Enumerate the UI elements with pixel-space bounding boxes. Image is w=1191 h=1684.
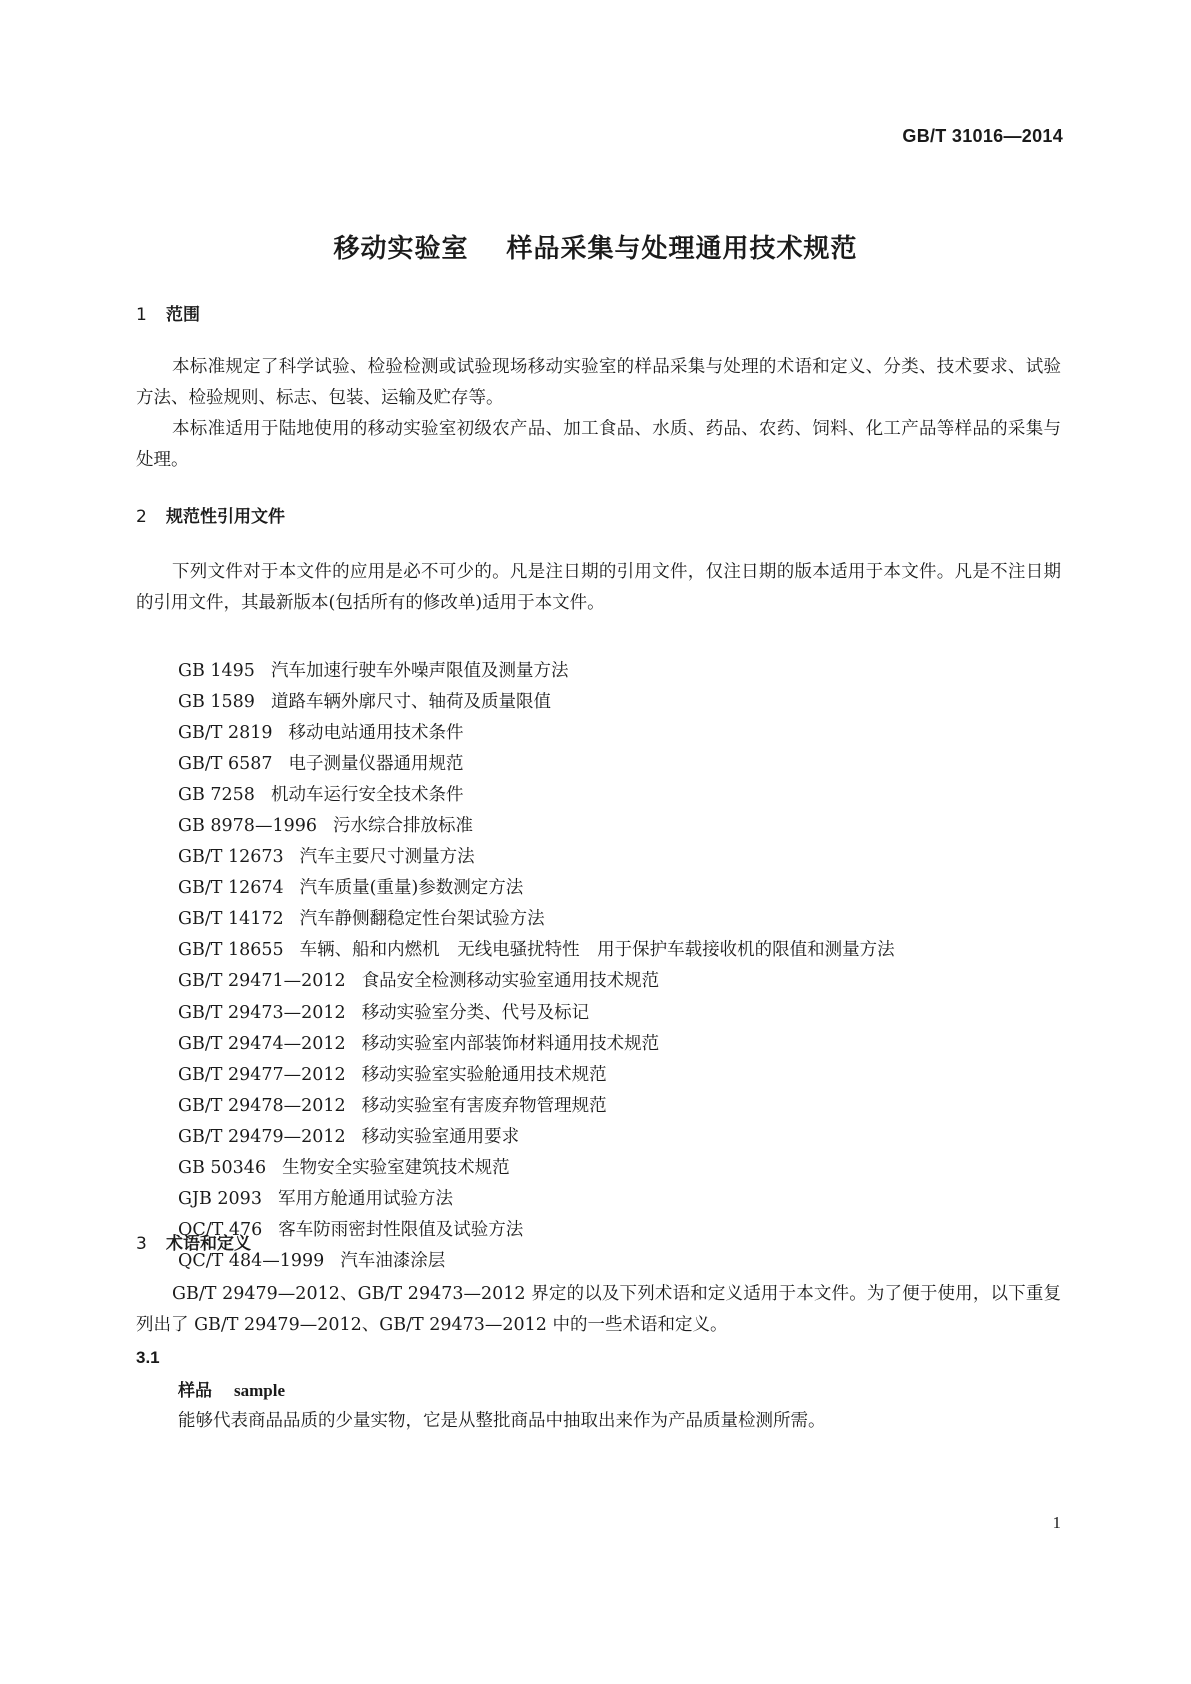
section-number: 3 [136, 1234, 147, 1254]
reference-title: 汽车主要尺寸测量方法 [299, 847, 475, 868]
section-title: 术语和定义 [166, 1234, 251, 1254]
reference-code: QC/T 484—1999 [178, 1250, 325, 1271]
term-english: sample [234, 1381, 285, 1400]
reference-code: GB/T 12673 [178, 847, 284, 868]
reference-item [178, 1122, 895, 1153]
reference-code: GB/T 29478—2012 [178, 1095, 346, 1116]
section-heading-scope [136, 300, 200, 325]
term-chinese: 样品 [178, 1381, 212, 1401]
reference-item [178, 873, 895, 904]
section-title: 规范性引用文件 [166, 507, 285, 527]
reference-item [178, 1029, 895, 1060]
scope-paragraph-2: 本标准适用于陆地使用的移动实验室初级农产品、加工食品、水质、药品、农药、饲料、化工产品等样品的采集与处理。 [136, 419, 1061, 470]
reference-item [178, 811, 895, 842]
title-part-1: 移动实验室 [333, 234, 469, 264]
reference-code: GB/T 29479—2012 [178, 1126, 346, 1147]
clause-number: 3.1 [136, 1348, 160, 1367]
reference-code: GB 1495 [178, 661, 255, 681]
reference-title: 移动电站通用技术条件 [288, 723, 464, 744]
reference-item [178, 966, 895, 997]
reference-code: QC/T 476 [178, 1219, 263, 1240]
reference-item [178, 749, 895, 780]
reference-code: GJB 2093 [178, 1188, 262, 1209]
reference-item [178, 998, 895, 1029]
reference-title: 车辆、船和内燃机 无线电骚扰特性 用于保护车载接收机的限值和测量方法 [299, 940, 895, 961]
reference-list [178, 656, 895, 1277]
term-definition: 能够代表商品品质的少量实物，它是从整批商品中抽取出来作为产品质量检测所需。 [178, 1411, 826, 1431]
reference-title: 移动实验室内部装饰材料通用技术规范 [361, 1033, 660, 1054]
reference-item [178, 656, 895, 687]
page-number: 1 [1052, 1513, 1061, 1532]
reference-item [178, 1184, 895, 1215]
reference-code: GB 50346 [178, 1157, 267, 1178]
reference-code: GB 7258 [178, 785, 255, 806]
reference-title: 污水综合排放标准 [332, 816, 473, 837]
section-number: 2 [136, 507, 147, 527]
reference-code: GB/T 29473—2012 [178, 1002, 346, 1023]
reference-title: 移动实验室分类、代号及标记 [361, 1002, 590, 1023]
reference-code: GB/T 29474—2012 [178, 1033, 346, 1054]
reference-title: 客车防雨密封性限值及试验方法 [278, 1219, 524, 1240]
section-number: 1 [136, 305, 147, 325]
document-title [0, 228, 1191, 265]
term-entry [178, 1376, 285, 1401]
scope-paragraph-1: 本标准规定了科学试验、检验检测或试验现场移动实验室的样品采集与处理的术语和定义、分类、技术要求、试验方法、检验规则、标志、包装、运输及贮存等。 [136, 357, 1061, 408]
reference-item [178, 904, 895, 935]
reference-title: 移动实验室有害废弃物管理规范 [361, 1095, 607, 1116]
reference-code: GB 1589 [178, 692, 255, 713]
reference-title: 汽车加速行驶车外噪声限值及测量方法 [270, 661, 569, 681]
reference-code: GB 8978—1996 [178, 816, 317, 837]
section-title: 范围 [166, 305, 200, 325]
reference-item [178, 1246, 895, 1277]
reference-code: GB/T 18655 [178, 940, 284, 961]
reference-title: 机动车运行安全技术条件 [270, 785, 464, 806]
reference-title: 军用方舱通用试验方法 [277, 1188, 453, 1209]
reference-title: 汽车静侧翻稳定性台架试验方法 [299, 909, 545, 930]
reference-item [178, 1091, 895, 1122]
references-intro-paragraph: 下列文件对于本文件的应用是必不可少的。凡是注日期的引用文件，仅注日期的版本适用于本文件。凡是不注日期的引用文件，其最新版本(包括所有的修改单)适用于本文件。 [136, 562, 1061, 613]
reference-item [178, 1060, 895, 1091]
reference-title: 移动实验室实验舱通用技术规范 [361, 1064, 607, 1085]
reference-code: GB/T 6587 [178, 754, 273, 775]
reference-item [178, 1215, 895, 1246]
reference-title: 道路车辆外廓尺寸、轴荷及质量限值 [270, 692, 551, 713]
reference-title: 生物安全实验室建筑技术规范 [282, 1157, 510, 1178]
reference-item [178, 1153, 895, 1184]
reference-item [178, 780, 895, 811]
reference-item [178, 718, 895, 749]
reference-title: 汽车质量(重量)参数测定方法 [299, 878, 524, 899]
reference-code: GB/T 29471—2012 [178, 971, 346, 992]
reference-code: GB/T 29477—2012 [178, 1064, 346, 1085]
reference-title: 移动实验室通用要求 [361, 1126, 520, 1147]
section-heading-normative-references [136, 502, 285, 527]
terms-intro-paragraph: GB/T 29479—2012、GB/T 29473—2012 界定的以及下列术语和定义适用于本文件。为了便于使用，以下重复列出了 GB/T 29479—2012、GB/T 29473—2012 中的一些术语和定义。 [136, 1284, 1061, 1335]
reference-title: 食品安全检测移动实验室通用技术规范 [361, 971, 660, 992]
reference-title: 汽车油漆涂层 [340, 1250, 446, 1271]
title-part-2: 样品采集与处理通用技术规范 [506, 234, 858, 264]
reference-code: GB/T 12674 [178, 878, 284, 899]
reference-code: GB/T 14172 [178, 909, 284, 930]
reference-item [178, 687, 895, 718]
standard-number: GB/T 31016—2014 [902, 126, 1063, 146]
reference-title: 电子测量仪器通用规范 [288, 754, 464, 775]
reference-code: GB/T 2819 [178, 723, 273, 744]
reference-item [178, 842, 895, 873]
section-heading-terms-definitions [136, 1229, 251, 1254]
reference-item [178, 935, 895, 966]
